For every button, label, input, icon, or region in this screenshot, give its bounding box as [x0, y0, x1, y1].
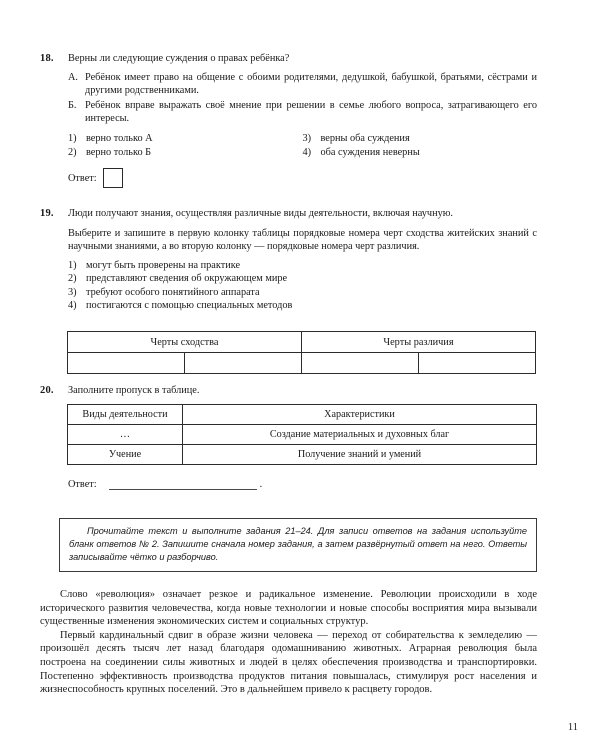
task-20-header-characteristics: Характеристики: [183, 405, 537, 425]
task-18-option-3[interactable]: [303, 132, 538, 146]
task-18-option-4-number: 4): [302, 147, 312, 159]
task-19-table-header-row: [68, 332, 536, 353]
task-19-item-1[interactable]: [68, 259, 537, 273]
task-19-cell-2[interactable]: [185, 353, 302, 374]
task-18-statement-a-text: Ребёнок имеет право на общение с обоими родителями, дедушкой, бабушкой, братьями, сёстрами и другими родственниками.: [85, 72, 537, 97]
task-19-cell-4[interactable]: [419, 353, 536, 374]
task-19: [40, 207, 537, 313]
task-19-instruction: Выберите и запишите в первую колонку таблицы порядковые номера черт сходства житейских знаний с научными знаниями, а во вторую колонку — порядковые номера черт различия.: [68, 228, 537, 253]
task-19-cell-3[interactable]: [302, 353, 419, 374]
passage-paragraph-2: Первый кардинальный сдвиг в образе жизни человека — переход от собирательства к земледелию — произошёл десять тысяч лет назад благодаря одомашниванию животных. Аграрная революция была построена на соединении силы животных и людей в целях обеспечения производства и транспортировки. Постепенно эффективность производства продуктов питания повышалась, стимулируя рост населения и жизнеспособность крупных поселений. Это в дальнейшем привело к расцвету городов.: [40, 629, 537, 696]
task-19-item-4[interactable]: [68, 299, 537, 313]
task-19-item-2-number: 2): [68, 273, 77, 285]
task-19-prompt: Люди получают знания, осуществляя различные виды деятельности, включая научную.: [68, 208, 454, 219]
reading-instruction-text: Прочитайте текст и выполните задания 21–24. Для записи ответов на задания используйте бланк ответов № 2. Запишите сначала номер задания, а затем развёрнутый ответ на него. Ответы записывайте чётко и разборчиво.: [69, 526, 527, 562]
task-18-answer-box[interactable]: [103, 168, 123, 188]
task-19-item-4-text: постигаются с помощью специальных методов: [86, 300, 293, 312]
task-20-answer-line[interactable]: [109, 478, 257, 490]
task-18-statement-a: [68, 71, 537, 97]
task-18-prompt: Верны ли следующие суждения о правах ребёнка?: [68, 53, 290, 64]
task-19-number: 19.: [40, 208, 54, 219]
task-20-prompt: Заполните пропуск в таблице.: [68, 385, 200, 396]
task-20-row-2-characteristic: Получение знаний и умений: [183, 445, 537, 465]
task-20-row-1-characteristic: Создание материальных и духовных благ: [183, 425, 537, 445]
task-20-table: [67, 404, 537, 465]
task-18-options-left: [68, 132, 303, 160]
task-20-header: [40, 384, 537, 397]
task-20-answer-label: Ответ:: [68, 479, 97, 490]
task-19-cell-1[interactable]: [68, 353, 185, 374]
task-18-option-2[interactable]: [68, 146, 303, 160]
task-18-option-4[interactable]: [303, 146, 538, 160]
task-18-option-1-text: верно только А: [86, 133, 153, 145]
task-18-statement-b-label: Б.: [68, 99, 77, 111]
task-18: [40, 52, 537, 188]
task-18-option-1[interactable]: [68, 132, 303, 146]
task-18-statement-b: [68, 99, 537, 125]
task-18-statements: [68, 71, 537, 125]
reading-passage: [40, 588, 537, 697]
task-19-header-similarities: Черты сходства: [68, 332, 302, 353]
task-19-item-4-number: 4): [68, 300, 77, 312]
task-18-header: [40, 52, 537, 65]
task-19-item-2[interactable]: [68, 272, 537, 286]
task-20-answer-row: [68, 478, 262, 490]
task-18-option-1-number: 1): [68, 133, 77, 145]
task-20-answer-wrap: [68, 478, 262, 490]
task-18-options: [68, 132, 537, 160]
task-19-table-answer-row: [68, 353, 536, 374]
task-19-item-3[interactable]: [68, 286, 537, 300]
page-number: 11: [567, 722, 578, 733]
task-18-statement-b-text: Ребёнок вправе выражать своё мнение при решении в семье любого вопроса, затрагивающего его интересы.: [85, 99, 537, 124]
task-20-table-header-row: [68, 405, 537, 425]
task-18-option-3-text: верны оба суждения: [320, 133, 410, 145]
task-18-options-right: [303, 132, 538, 160]
task-20-row-2-activity: Учение: [68, 445, 183, 465]
task-19-instruction-wrap: [68, 227, 537, 253]
task-19-item-1-number: 1): [68, 259, 77, 271]
table-row: [68, 425, 537, 445]
task-18-option-4-text: оба суждения неверны: [320, 147, 420, 159]
reading-instruction-box: [59, 518, 537, 572]
task-20-number: 20.: [40, 385, 54, 396]
task-20-header-activity-types: Виды деятельности: [68, 405, 183, 425]
task-18-number: 18.: [40, 53, 54, 64]
task-20-answer-punctuation: .: [259, 479, 263, 490]
task-18-answer-label: Ответ:: [68, 172, 97, 184]
task-18-option-3-number: 3): [302, 133, 312, 145]
task-18-statement-a-label: А.: [68, 72, 79, 84]
task-19-item-1-text: могут быть проверены на практике: [86, 259, 241, 271]
task-19-item-2-text: представляют сведения об окружающем мире: [86, 273, 288, 285]
task-20: [40, 384, 537, 397]
task-19-header-differences: Черты различия: [302, 332, 536, 353]
task-20-row-1-activity[interactable]: …: [68, 425, 183, 445]
task-19-item-3-number: 3): [68, 286, 77, 298]
task-19-item-3-text: требуют особого понятийного аппарата: [86, 286, 260, 298]
task-19-header: [40, 207, 537, 220]
passage-paragraph-1: Слово «революция» означает резкое и радикальное изменение. Революции происходили в ходе исторического развития человечества, когда новые технологии и новые способы восприятия мира вызывали существенные изменения экономических систем и социальных структур.: [40, 589, 537, 628]
task-19-table: [67, 331, 536, 374]
task-18-option-2-number: 2): [68, 147, 77, 159]
task-19-items: [68, 259, 537, 313]
task-18-answer-row: [68, 168, 537, 188]
task-18-option-2-text: верно только Б: [86, 147, 152, 159]
table-row: [68, 445, 537, 465]
